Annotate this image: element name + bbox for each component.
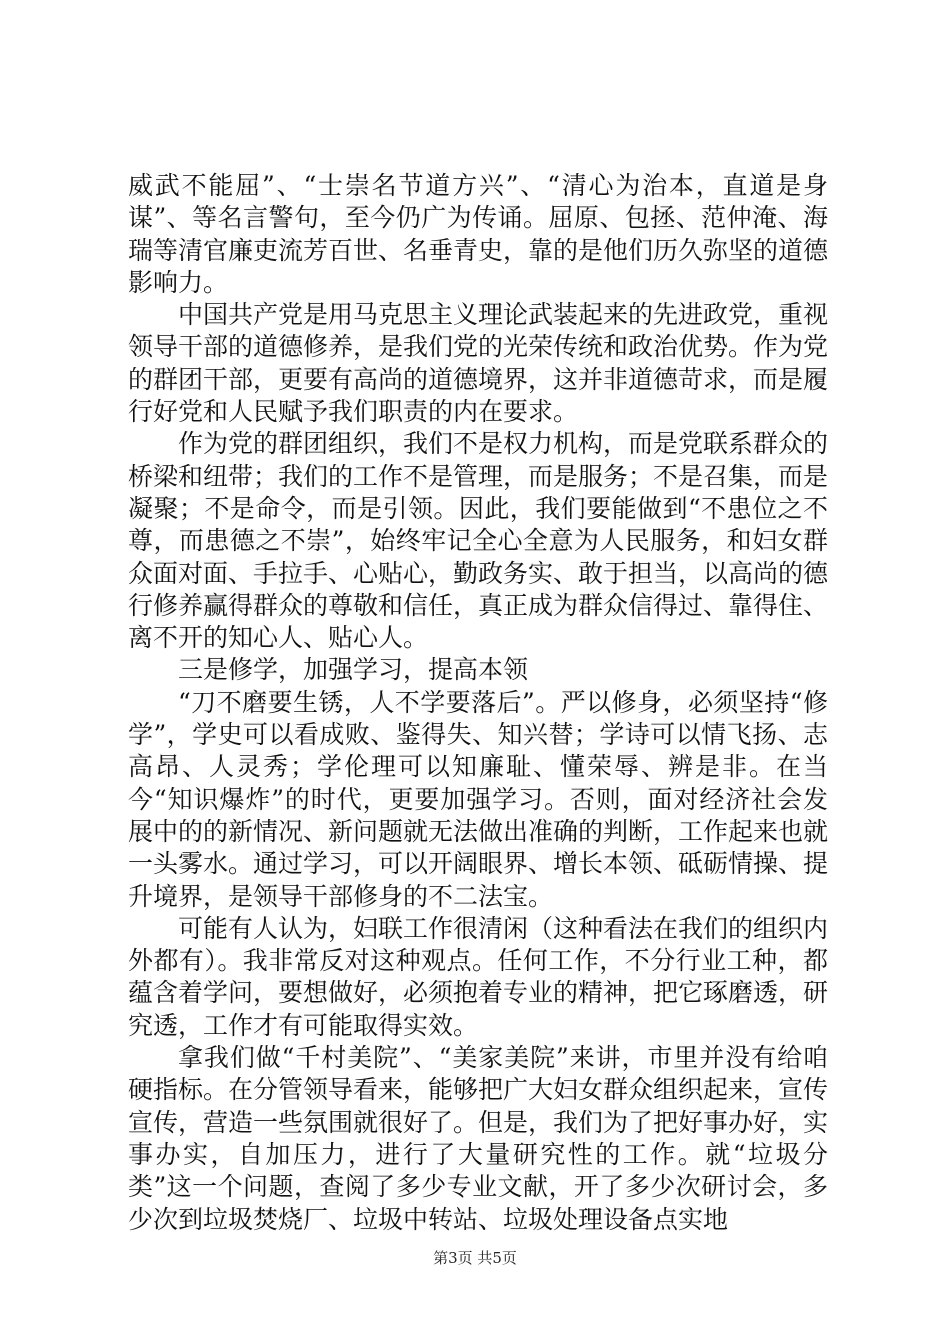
paragraph-mass-organization: 作为党的群团组织，我们不是权力机构，而是党联系群众的桥梁和纽带；我们的工作不是管理，而是服务；不是召集，而是凝聚；不是命令，而是引领。因此，我们要能做到“不患位之不尊，而患德之不崇”，始终牢记全心全意为人民服务，和妇女群众面对面、手拉手、心贴心，勤政务实、敢于担当，以高尚的德行修养赢得群众的尊敬和信任，真正成为群众信得过、靠得住、离不开的知心人、贴心人。 — [128, 429, 829, 653]
document-body — [128, 170, 828, 1236]
page-number-footer: 第3页 共5页 — [433, 1249, 517, 1267]
paragraph-village-project: 拿我们做“千村美院”、“美家美院”来讲，市里并没有给咱硬指标。在分管领导看来，能够把广大妇女群众组织起来，宣传宣传，营造一些氛围就很好了。但是，我们为了把好事办好，实事办实，自加压力，进行了大量研究性的工作。就“垃圾分类”这一个问题，查阅了多少专业文献，开了多少次研讨会，多少次到垃圾焚烧厂、垃圾中转站、垃圾处理设备点实地 — [128, 1043, 829, 1234]
paragraph-party-ethics: 中国共产党是用马克思主义理论武装起来的先进政党，重视领导干部的道德修养，是我们党的光荣传统和政治优势。作为党的群团干部，更要有高尚的道德境界，这并非道德苛求，而是履行好党和人民赋予我们职责的内在要求。 — [128, 300, 829, 427]
paragraph-womens-federation: 可能有人认为，妇联工作很清闲（这种看法在我们的组织内外都有）。我非常反对这种观点。任何工作，不分行业工种，都蕴含着学问，要想做好，必须抱着专业的精神，把它琢磨透，研究透，工作才有可能取得实效。 — [128, 913, 829, 1040]
paragraph-learning: “刀不磨要生锈，人不学要落后”。严以修身，必须坚持“修学”，学史可以看成败、鉴得失、知兴替；学诗可以情飞扬、志高昂、人灵秀；学伦理可以知廉耻、懂荣辱、辨是非。在当今“知识爆炸”的时代，更要加强学习。否则，面对经济社会发展中的的新情况、新问题就无法做出准确的判断，工作起来也就一头雾水。通过学习，可以开阔眼界、增长本领、砥砺情操、提升境界，是领导干部修身的不二法宝。 — [128, 687, 829, 911]
paragraph-continuation: 威武不能屈”、“士崇名节道方兴”、“清心为治本，直道是身谋”、等名言警句，至今仍广为传诵。屈原、包拯、范仲淹、海瑞等清官廉吏流芳百世、名垂青史，靠的是他们历久弥坚的道德影响力。 — [128, 171, 829, 297]
section-heading-study: 三是修学，加强学习，提高本领 — [178, 655, 529, 685]
